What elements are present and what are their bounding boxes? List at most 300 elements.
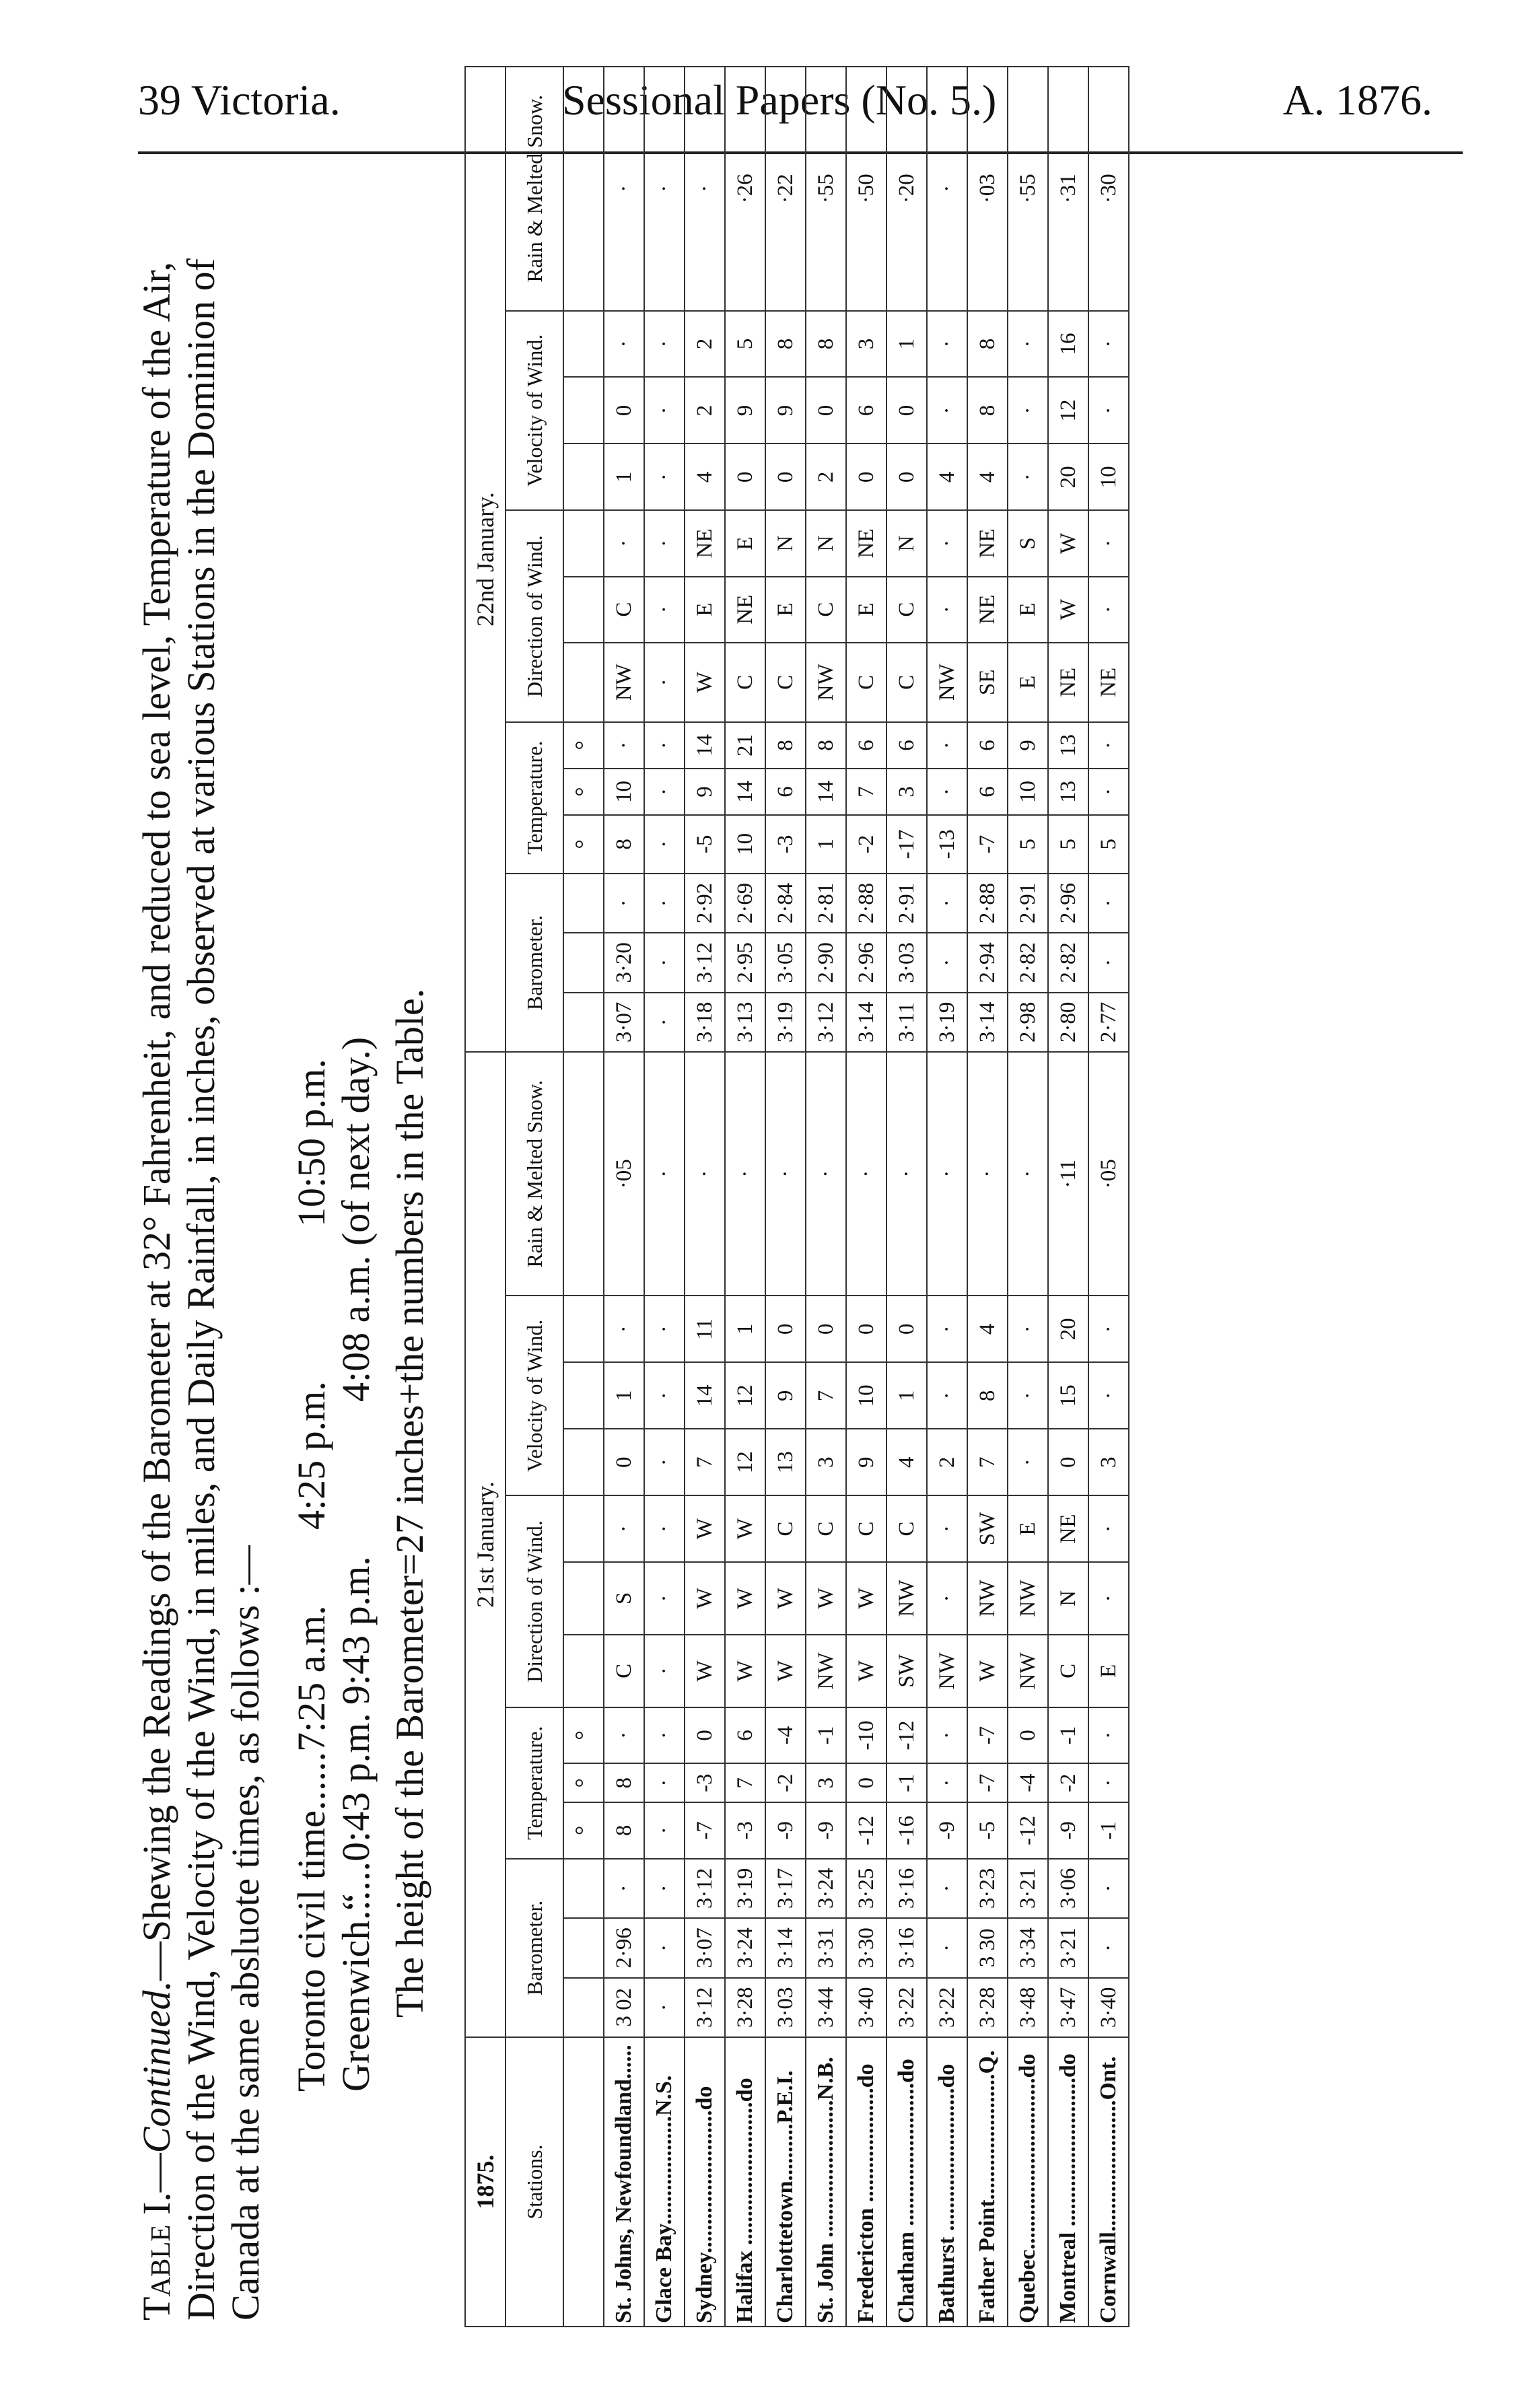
table-cell: 16 xyxy=(1048,311,1088,378)
table-cell: 0 xyxy=(725,444,765,510)
table-row xyxy=(846,67,886,2327)
table-cell: 8 xyxy=(967,311,1008,378)
table-row xyxy=(1088,67,1129,2327)
table-cell: -17 xyxy=(886,815,927,874)
blank-cell xyxy=(563,577,604,643)
table-cell: 20 xyxy=(1048,1296,1088,1362)
table-cell: 8 xyxy=(806,722,846,769)
table-cell: NE xyxy=(967,577,1008,643)
table-cell: 3·30 xyxy=(846,1918,886,1977)
table-cell: · xyxy=(927,1763,967,1802)
table-cell: 13 xyxy=(1048,722,1088,769)
caption-continued: Continued. xyxy=(135,1981,178,2154)
table-row xyxy=(644,67,685,2327)
table-row xyxy=(765,67,806,2327)
table-cell: 3·19 xyxy=(927,993,967,1052)
table-cell: 3·23 xyxy=(967,1859,1008,1918)
table-cell: · xyxy=(644,577,685,643)
blank-cell xyxy=(563,1859,604,1918)
table-cell: 2·82 xyxy=(1048,933,1088,992)
blank-cell xyxy=(563,1429,604,1495)
table-row xyxy=(886,67,927,2327)
table-cell: 3·13 xyxy=(725,993,765,1052)
table-cell: 2·95 xyxy=(725,933,765,992)
table-cell: ·03 xyxy=(967,67,1008,311)
table-cell: 21 xyxy=(725,722,765,769)
table-cell: · xyxy=(1008,377,1048,444)
table-cell: 3 xyxy=(806,1429,846,1495)
table-cell: · xyxy=(644,643,685,722)
blank-cell xyxy=(563,1978,604,2037)
table-cell: NW xyxy=(927,1635,967,1707)
barometer-note: The height of the Barometer=27 inches+the numbers in the Table. xyxy=(388,988,431,2018)
table-cell: 3·12 xyxy=(685,933,725,992)
d2-direction-header: Direction of Wind. xyxy=(506,510,563,722)
table-caption xyxy=(135,167,268,2321)
table-cell: 0 xyxy=(685,1707,725,1763)
table-cell: · xyxy=(846,1052,886,1296)
table-cell: 7 xyxy=(806,1362,846,1429)
table-cell: · xyxy=(1088,1859,1129,1918)
table-cell: 3 xyxy=(1088,1429,1129,1495)
table-cell: 3·22 xyxy=(886,1978,927,2037)
station-name: St. Johns, Newfoundland...... xyxy=(604,2037,644,2327)
table-cell: 9 xyxy=(1008,722,1048,769)
table-cell: · xyxy=(1088,722,1129,769)
table-cell: · xyxy=(644,1562,685,1635)
station-name: Bathurst .........................do xyxy=(927,2037,967,2327)
table-cell: -5 xyxy=(685,815,725,874)
toronto-time-2: 4:25 p.m. xyxy=(289,1381,333,1530)
table-cell: · xyxy=(886,1052,927,1296)
table-cell: 7 xyxy=(846,769,886,815)
table-cell: -1 xyxy=(806,1707,846,1763)
blank-cell xyxy=(563,874,604,933)
table-cell: · xyxy=(1088,1918,1129,1977)
station-name: Charlottetown..........P.E.I. xyxy=(765,2037,806,2327)
table-cell: 3·20 xyxy=(604,933,644,992)
table-cell: ·22 xyxy=(765,67,806,311)
table-header-degrees xyxy=(563,67,604,2327)
table-cell: 2·69 xyxy=(725,874,765,933)
table-cell: -9 xyxy=(806,1802,846,1858)
table-cell: 2·77 xyxy=(1088,993,1129,1052)
table-cell: -10 xyxy=(846,1707,886,1763)
table-cell: 3·16 xyxy=(886,1859,927,1918)
table-cell: 3·28 xyxy=(725,1978,765,2037)
d2-rain-header: Rain & Melted Snow. xyxy=(506,67,563,311)
table-cell: 3·31 xyxy=(806,1918,846,1977)
table-cell: NW xyxy=(806,1635,846,1707)
table-cell: 1 xyxy=(886,311,927,378)
d1-barometer-header: Barometer. xyxy=(506,1859,563,2037)
table-cell: 14 xyxy=(725,769,765,815)
table-cell: · xyxy=(644,769,685,815)
table-cell: ·05 xyxy=(604,1052,644,1296)
table-cell: W xyxy=(725,1635,765,1707)
table-cell: · xyxy=(927,1918,967,1977)
header-year: A. 1876. xyxy=(1282,76,1432,124)
table-cell: W xyxy=(685,1635,725,1707)
stations-header: Stations. xyxy=(506,2037,563,2327)
table-cell: 10 xyxy=(1088,444,1129,510)
table-cell: · xyxy=(644,722,685,769)
table-cell: -1 xyxy=(1088,1802,1129,1858)
table-cell: · xyxy=(644,444,685,510)
table-cell: -1 xyxy=(886,1763,927,1802)
table-cell: C xyxy=(1048,1635,1088,1707)
table-cell: · xyxy=(1088,874,1129,933)
table-cell: · xyxy=(927,874,967,933)
greenwich-time-1: ......0:43 p.m. xyxy=(334,1713,378,1920)
table-cell: · xyxy=(644,1429,685,1495)
table-cell: 2·91 xyxy=(886,874,927,933)
table-cell: · xyxy=(604,67,644,311)
table-cell: E xyxy=(1008,643,1048,722)
table-cell: 2·98 xyxy=(1008,993,1048,1052)
table-cell: NE xyxy=(1048,643,1088,722)
table-cell: NE xyxy=(1048,1495,1088,1562)
table-cell: · xyxy=(604,510,644,576)
table-cell: 3·14 xyxy=(846,993,886,1052)
table-cell: 6 xyxy=(846,722,886,769)
table-cell: 13 xyxy=(765,1429,806,1495)
table-cell: 9 xyxy=(725,377,765,444)
table-cell: 0 xyxy=(604,377,644,444)
table-cell: · xyxy=(644,874,685,933)
greenwich-label: Greenwich “ xyxy=(334,1893,378,2092)
table-cell: · xyxy=(604,1707,644,1763)
table-cell: N xyxy=(1048,1562,1088,1635)
table-cell: 2·81 xyxy=(806,874,846,933)
greenwich-time-2: 9:43 p.m. xyxy=(334,1556,378,1705)
table-cell: NW xyxy=(604,643,644,722)
table-cell: -1 xyxy=(1048,1707,1088,1763)
weather-table xyxy=(464,66,1129,2327)
table-cell: 3·24 xyxy=(725,1918,765,1977)
table-cell: 1 xyxy=(806,815,846,874)
table-cell: NE xyxy=(967,510,1008,576)
table-cell: 0 xyxy=(1048,1429,1088,1495)
table-cell: C xyxy=(886,643,927,722)
blank-cell xyxy=(563,933,604,992)
blank-cell xyxy=(563,377,604,444)
table-cell: SW xyxy=(967,1495,1008,1562)
table-cell: · xyxy=(1088,1763,1129,1802)
table-cell: 6 xyxy=(765,769,806,815)
table-cell: · xyxy=(725,1052,765,1296)
table-cell: C xyxy=(846,643,886,722)
table-cell: · xyxy=(927,377,967,444)
station-name: Cornwall.......................Ont. xyxy=(1088,2037,1129,2327)
table-cell: 3·12 xyxy=(685,1859,725,1918)
blank-cell xyxy=(563,67,604,311)
table-cell: -12 xyxy=(846,1802,886,1858)
table-cell: 3·03 xyxy=(765,1978,806,2037)
table-cell: W xyxy=(806,1562,846,1635)
table-cell: · xyxy=(604,1296,644,1362)
table-cell: 0 xyxy=(886,444,927,510)
table-cell: 11 xyxy=(685,1296,725,1362)
table-cell: W xyxy=(685,643,725,722)
table-cell: · xyxy=(604,874,644,933)
greenwich-times-row xyxy=(334,1037,378,2092)
table-cell: C xyxy=(886,1495,927,1562)
table-row xyxy=(927,67,967,2327)
table-cell: · xyxy=(927,1707,967,1763)
table-cell: · xyxy=(1088,1562,1129,1635)
table-cell: NE xyxy=(685,510,725,576)
table-cell: SW xyxy=(886,1635,927,1707)
table-cell: · xyxy=(644,1296,685,1362)
table-cell: 2·96 xyxy=(1048,874,1088,933)
toronto-time-1: 7:25 a.m. xyxy=(289,1605,333,1752)
table-cell: 2·91 xyxy=(1008,874,1048,933)
table-row xyxy=(806,67,846,2327)
station-name: St. John ........................N.B. xyxy=(806,2037,846,2327)
table-cell: · xyxy=(1008,1296,1048,1362)
table-cell: 0 xyxy=(846,444,886,510)
table-cell: 9 xyxy=(765,1362,806,1429)
table-cell: · xyxy=(1008,311,1048,378)
table-cell: E xyxy=(685,577,725,643)
blank-cell xyxy=(563,510,604,576)
table-cell: NE xyxy=(1088,643,1129,722)
table-cell: -16 xyxy=(886,1802,927,1858)
table-cell: 2·90 xyxy=(806,933,846,992)
table-cell: 8 xyxy=(806,311,846,378)
table-cell: -9 xyxy=(1048,1802,1088,1858)
deg-cell: ° xyxy=(563,1763,604,1802)
table-cell: · xyxy=(927,933,967,992)
table-cell: -4 xyxy=(1008,1763,1048,1802)
station-name: Sydney.........................do xyxy=(685,2037,725,2327)
caption-text: —Shewing the Readings of the Barometer at 32° Fahrenheit, and reduced to sea level, Temperature of the Air, Direction of the Wind, Velocity of the Wind, in miles, and Daily Rainfall, in inches, observed at various Stations in the Dominion of Canada at the same absluote times, as follows :— xyxy=(135,258,267,2321)
caption-lead: Table I.— xyxy=(135,2153,178,2321)
table-cell: · xyxy=(644,1978,685,2037)
table-body xyxy=(604,67,1129,2327)
table-cell: E xyxy=(725,510,765,576)
table-cell: E xyxy=(1008,577,1048,643)
table-cell: 3·17 xyxy=(765,1859,806,1918)
blank-cell xyxy=(563,1052,604,1296)
table-cell: · xyxy=(1008,1429,1048,1495)
table-cell: -4 xyxy=(765,1707,806,1763)
table-cell: W xyxy=(765,1562,806,1635)
table-cell: NW xyxy=(927,643,967,722)
table-cell: 1 xyxy=(725,1296,765,1362)
table-cell: 10 xyxy=(604,769,644,815)
table-cell: 2 xyxy=(927,1429,967,1495)
table-cell: · xyxy=(927,1562,967,1635)
table-cell: 3·48 xyxy=(1008,1978,1048,2037)
table-cell: ·50 xyxy=(846,67,886,311)
table-cell: · xyxy=(604,1495,644,1562)
table-cell: 6 xyxy=(725,1707,765,1763)
table-cell: NE xyxy=(725,577,765,643)
table-cell: 3·06 xyxy=(1048,1859,1088,1918)
table-cell: 7 xyxy=(725,1763,765,1802)
table-cell: N xyxy=(886,510,927,576)
table-cell: -5 xyxy=(967,1802,1008,1858)
table-cell: 5 xyxy=(1088,815,1129,874)
table-cell: · xyxy=(604,1859,644,1918)
table-cell: E xyxy=(765,577,806,643)
table-cell: · xyxy=(644,1763,685,1802)
table-cell: 2·92 xyxy=(685,874,725,933)
table-cell: · xyxy=(644,377,685,444)
table-cell: C xyxy=(604,1635,644,1707)
table-cell: · xyxy=(806,1052,846,1296)
table-cell: -7 xyxy=(967,1763,1008,1802)
header-series: Sessional Papers (No. 5.) xyxy=(562,76,997,124)
table-cell: 8 xyxy=(604,1763,644,1802)
table-cell: 3 xyxy=(806,1763,846,1802)
blank-cell xyxy=(563,1635,604,1707)
table-cell: · xyxy=(927,510,967,576)
table-cell: 4 xyxy=(685,444,725,510)
d2-velocity-header: Velocity of Wind. xyxy=(506,311,563,511)
table-cell: 8 xyxy=(967,1362,1008,1429)
deg-cell: ° xyxy=(563,815,604,874)
table-cell: 3·22 xyxy=(927,1978,967,2037)
table-cell: N xyxy=(765,510,806,576)
table-cell: -13 xyxy=(927,815,967,874)
table-cell: · xyxy=(644,1802,685,1858)
table-cell: 3·47 xyxy=(1048,1978,1088,2037)
table-cell: -2 xyxy=(765,1763,806,1802)
table-cell: 3·21 xyxy=(1048,1918,1088,1977)
table-cell: · xyxy=(1088,377,1129,444)
table-cell: 0 xyxy=(1008,1707,1048,1763)
table-cell: 3 xyxy=(846,311,886,378)
table-cell: 2 xyxy=(685,311,725,378)
table-cell: 2·94 xyxy=(967,933,1008,992)
table-cell: 4 xyxy=(967,1296,1008,1362)
header-volume: 39 Victoria. xyxy=(138,76,341,124)
table-cell: 8 xyxy=(604,815,644,874)
table-cell: · xyxy=(967,1052,1008,1296)
table-cell: 12 xyxy=(1048,377,1088,444)
table-cell: ·30 xyxy=(1088,67,1129,311)
station-name: Glace Bay...................N.S. xyxy=(644,2037,685,2327)
table-cell: 2·88 xyxy=(846,874,886,933)
d1-temperature-header: Temperature. xyxy=(506,1707,563,1859)
table-cell: 3·12 xyxy=(685,1978,725,2037)
table-cell: · xyxy=(1088,933,1129,992)
table-cell: 3·16 xyxy=(886,1918,927,1977)
table-cell: W xyxy=(967,1635,1008,1707)
table-cell: · xyxy=(927,1296,967,1362)
table-cell: · xyxy=(1088,1362,1129,1429)
table-cell: -7 xyxy=(967,1707,1008,1763)
blank-cell xyxy=(563,993,604,1052)
table-row xyxy=(685,67,725,2327)
table-cell: -12 xyxy=(886,1707,927,1763)
table-cell: · xyxy=(1088,769,1129,815)
table-cell: 12 xyxy=(725,1429,765,1495)
table-cell: ·55 xyxy=(1008,67,1048,311)
station-name: Quebec..............................do xyxy=(1008,2037,1048,2327)
table-cell: 1 xyxy=(886,1362,927,1429)
table-cell: 6 xyxy=(967,722,1008,769)
deg-cell: ° xyxy=(563,1802,604,1858)
deg-cell: ° xyxy=(563,722,604,769)
table-cell: 0 xyxy=(806,377,846,444)
table-cell: ·20 xyxy=(886,67,927,311)
table-cell: -9 xyxy=(765,1802,806,1858)
table-cell: 4 xyxy=(967,444,1008,510)
table-cell: 0 xyxy=(846,1763,886,1802)
table-cell: 15 xyxy=(1048,1362,1088,1429)
table-cell: 3·19 xyxy=(765,993,806,1052)
station-name: Chatham .........................do xyxy=(886,2037,927,2327)
blank-cell xyxy=(563,1562,604,1635)
year-header: 1875. xyxy=(465,2037,506,2327)
table-cell: · xyxy=(685,67,725,311)
table-cell: 2·84 xyxy=(765,874,806,933)
table-cell: 12 xyxy=(725,1362,765,1429)
table-cell: W xyxy=(765,1635,806,1707)
table-cell: 14 xyxy=(685,1362,725,1429)
day2-header: 22nd January. xyxy=(465,67,506,1052)
greenwich-time-3: 4:08 a.m. (of next day.) xyxy=(334,1036,378,1402)
table-cell: W xyxy=(685,1495,725,1562)
table-cell: C xyxy=(806,577,846,643)
table-cell: 2 xyxy=(806,444,846,510)
table-cell: 2·80 xyxy=(1048,993,1088,1052)
table-cell: · xyxy=(644,815,685,874)
table-cell: W xyxy=(725,1495,765,1562)
table-cell: NW xyxy=(1008,1635,1048,1707)
table-cell: 3 02 xyxy=(604,1978,644,2037)
table-cell: C xyxy=(604,577,644,643)
table-cell: 8 xyxy=(765,722,806,769)
d2-temperature-header: Temperature. xyxy=(506,722,563,874)
table-cell: -2 xyxy=(1048,1763,1088,1802)
table-cell: 3·12 xyxy=(806,993,846,1052)
table-cell: -3 xyxy=(725,1802,765,1858)
table-cell: · xyxy=(644,1635,685,1707)
table-cell: 3·28 xyxy=(967,1978,1008,2037)
table-cell: 5 xyxy=(1008,815,1048,874)
table-cell: NW xyxy=(1008,1562,1048,1635)
table-cell: · xyxy=(927,1362,967,1429)
table-cell: · xyxy=(644,1052,685,1296)
table-cell: N xyxy=(806,510,846,576)
table-cell: 10 xyxy=(725,815,765,874)
table-header-days xyxy=(465,67,506,2327)
table-cell: W xyxy=(846,1562,886,1635)
table-cell: -12 xyxy=(1008,1802,1048,1858)
table-cell: 14 xyxy=(685,722,725,769)
table-cell: · xyxy=(927,1052,967,1296)
table-cell: · xyxy=(1008,1052,1048,1296)
table-cell: 0 xyxy=(846,1296,886,1362)
table-cell: C xyxy=(886,577,927,643)
table-cell: · xyxy=(1008,1362,1048,1429)
table-cell: -3 xyxy=(685,1763,725,1802)
table-cell: 8 xyxy=(604,1802,644,1858)
blank-cell xyxy=(563,1362,604,1429)
table-cell: 3 30 xyxy=(967,1918,1008,1977)
table-cell: E xyxy=(1008,1495,1048,1562)
table-cell: 10 xyxy=(846,1362,886,1429)
table-cell: · xyxy=(644,311,685,378)
table-cell: -7 xyxy=(967,815,1008,874)
table-cell: 6 xyxy=(886,722,927,769)
table-row xyxy=(1008,67,1048,2327)
